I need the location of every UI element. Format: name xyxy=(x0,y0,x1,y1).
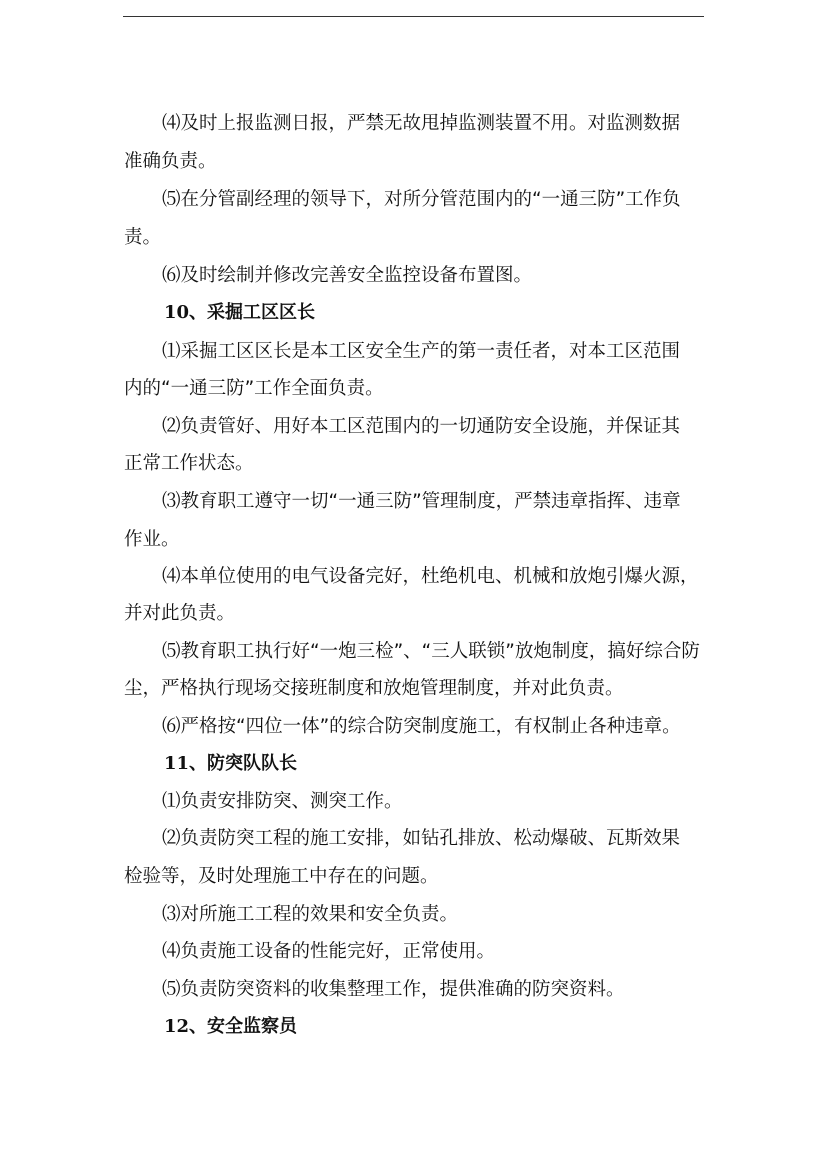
s11-item-1-line-1: ⑴负责安排防突、测突工作。 xyxy=(162,791,403,812)
s10-item-5-line-2: 尘，严格执行现场交接班制度和放炮管理制度，并对此负责。 xyxy=(124,678,624,699)
s10-item-2-line-2: 正常工作状态。 xyxy=(124,453,254,474)
item-6-line-1: ⑹及时绘制并修改完善安全监控设备布置图。 xyxy=(162,265,533,286)
s10-item-3-line-2: 作业。 xyxy=(124,529,180,550)
s10-item-2-line-1: ⑵负责管好、用好本工区范围内的一切通防安全设施，并保证其 xyxy=(162,416,681,437)
section-heading-12: 12、安全监察员 xyxy=(164,1016,298,1037)
s10-item-4-line-1: ⑷本单位使用的电气设备完好，杜绝机电、机械和放炮引爆火源， xyxy=(162,566,699,587)
item-4-line-2: 准确负责。 xyxy=(124,151,217,172)
section-heading-10: 10、采掘工区区长 xyxy=(164,302,316,323)
s11-item-2-line-1: ⑵负责防突工程的施工安排，如钻孔排放、松动爆破、瓦斯效果 xyxy=(162,828,681,849)
s11-item-4-line-1: ⑷负责施工设备的性能完好，正常使用。 xyxy=(162,941,496,962)
s10-item-1-line-1: ⑴采掘工区区长是本工区安全生产的第一责任者，对本工区范围 xyxy=(162,341,681,362)
section-heading-11: 11、防突队队长 xyxy=(164,753,298,774)
s10-item-4-line-2: 并对此负责。 xyxy=(124,603,236,624)
s10-item-1-line-2: 内的“一通三防”工作全面负责。 xyxy=(124,378,384,399)
s10-item-5-line-1: ⑸教育职工执行好“一炮三检”、“三人联锁”放炮制度，搞好综合防 xyxy=(162,641,700,662)
s10-item-6-line-1: ⑹严格按“四位一体”的综合防突制度施工，有权制止各种违章。 xyxy=(162,716,681,737)
s11-item-3-line-1: ⑶对所施工工程的效果和安全负责。 xyxy=(162,904,459,925)
item-4-line-1: ⑷及时上报监测日报，严禁无故甩掉监测装置不用。对监测数据 xyxy=(162,113,681,134)
s10-item-3-line-1: ⑶教育职工遵守一切“一通三防”管理制度，严禁违章指挥、违章 xyxy=(162,491,681,512)
item-5-line-1: ⑸在分管副经理的领导下，对所分管范围内的“一通三防”工作负 xyxy=(162,189,681,210)
header-rule xyxy=(123,16,704,17)
item-5-line-2: 责。 xyxy=(124,227,162,248)
s11-item-2-line-2: 检验等，及时处理施工中存在的问题。 xyxy=(124,866,439,887)
s11-item-5-line-1: ⑸负责防突资料的收集整理工作，提供准确的防突资料。 xyxy=(162,979,625,1000)
